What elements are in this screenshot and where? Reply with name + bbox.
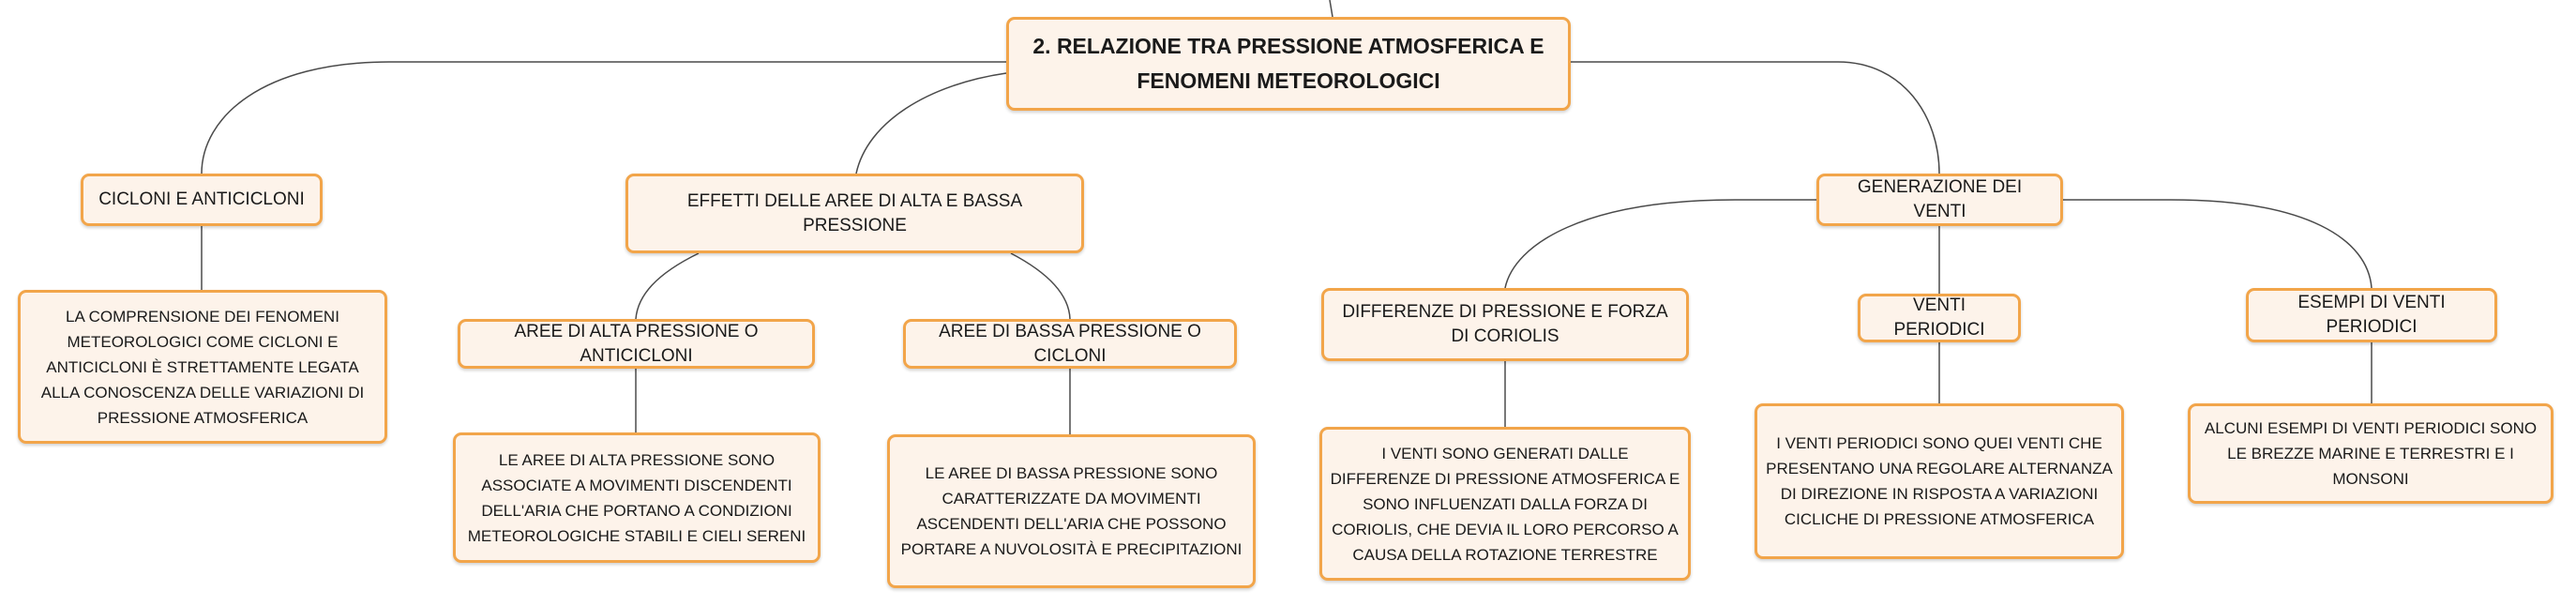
- topic-effetti-label: EFFETTI DELLE AREE DI ALTA E BASSA PRESSIONE: [686, 190, 1023, 235]
- subtopic-esempi-venti-label: ESEMPI DI VENTI PERIODICI: [2297, 293, 2446, 337]
- detail-cicloni[interactable]: [18, 290, 387, 444]
- subtopic-alta-pressione-label: AREE DI ALTA PRESSIONE O ANTICICLONI: [514, 321, 759, 366]
- link-effetti-alta: [636, 253, 699, 319]
- subtopic-venti-periodici[interactable]: [1858, 294, 2021, 342]
- topic-venti[interactable]: [1816, 174, 2063, 226]
- detail-coriolis[interactable]: [1319, 427, 1691, 581]
- topic-cicloni[interactable]: [81, 174, 323, 226]
- root-topic-label: 2. RELAZIONE TRA PRESSIONE ATMOSFERICA E FENOMENI METEOROLOGICI: [1032, 34, 1544, 93]
- link-root-cicloni: [202, 62, 1006, 174]
- subtopic-coriolis-label: DIFFERENZE DI PRESSIONE E FORZA DI CORIOLIS: [1342, 302, 1668, 346]
- parent-link-line: [1330, 0, 1333, 17]
- topic-venti-label: GENERAZIONE DEI VENTI: [1857, 177, 2023, 221]
- detail-bassa-pressione-text: LE AREE DI BASSA PRESSIONE SONO CARATTERIZZATE DA MOVIMENTI ASCENDENTI DELL'ARIA CHE POSSONO PORTARE A NUVOLOSITÀ E PRECIPITAZIONI: [900, 464, 1243, 558]
- detail-alta-pressione-text: LE AREE DI ALTA PRESSIONE SONO ASSOCIATE A MOVIMENTI DISCENDENTI DELL'ARIA CHE PORTANO A CONDIZIONI METEOROLOGICHE STABILI E CIELI SERENI: [467, 450, 806, 545]
- subtopic-esempi-venti[interactable]: [2246, 288, 2497, 342]
- link-effetti-bassa: [1011, 253, 1070, 319]
- root-topic[interactable]: [1006, 17, 1571, 111]
- topic-effetti[interactable]: [625, 174, 1084, 253]
- subtopic-bassa-pressione[interactable]: [903, 319, 1237, 369]
- detail-venti-periodici-text: I VENTI PERIODICI SONO QUEI VENTI CHE PRESENTANO UNA REGOLARE ALTERNANZA DI DIREZIONE IN RISPOSTA A VARIAZIONI CICLICHE DI PRESSIONE ATMOSFERICA: [1766, 434, 2113, 528]
- link-root-effetti: [856, 73, 1006, 174]
- subtopic-bassa-pressione-label: AREE DI BASSA PRESSIONE O CICLONI: [939, 321, 1201, 366]
- link-root-venti: [1571, 62, 1939, 174]
- detail-alta-pressione[interactable]: [453, 432, 821, 563]
- detail-cicloni-text: LA COMPRENSIONE DEI FENOMENI METEOROLOGICI COME CICLONI E ANTICICLONI È STRETTAMENTE LEGATA ALLA CONOSCENZA DELLE VARIAZIONI DI PRESSIONE ATMOSFERICA: [40, 307, 365, 427]
- topic-cicloni-label: CICLONI E ANTICICLONI: [98, 189, 305, 209]
- detail-venti-periodici[interactable]: [1755, 403, 2124, 559]
- subtopic-venti-periodici-label: VENTI PERIODICI: [1893, 295, 1985, 340]
- detail-esempi-venti[interactable]: [2188, 403, 2553, 504]
- link-venti-coriolis: [1505, 200, 1816, 288]
- detail-coriolis-text: I VENTI SONO GENERATI DALLE DIFFERENZE DI PRESSIONE ATMOSFERICA E SONO INFLUENZATI DALLA FORZA DI CORIOLIS, CHE DEVIA IL LORO PERCORSO A CAUSA DELLA ROTAZIONE TERRESTRE: [1330, 444, 1680, 564]
- subtopic-alta-pressione[interactable]: [458, 319, 815, 369]
- detail-esempi-venti-text: ALCUNI ESEMPI DI VENTI PERIODICI SONO LE BREZZE MARINE E TERRESTRI E I MONSONI: [2204, 419, 2538, 488]
- detail-bassa-pressione[interactable]: [887, 434, 1256, 588]
- link-venti-esempi: [2063, 200, 2372, 288]
- subtopic-coriolis[interactable]: [1321, 288, 1689, 361]
